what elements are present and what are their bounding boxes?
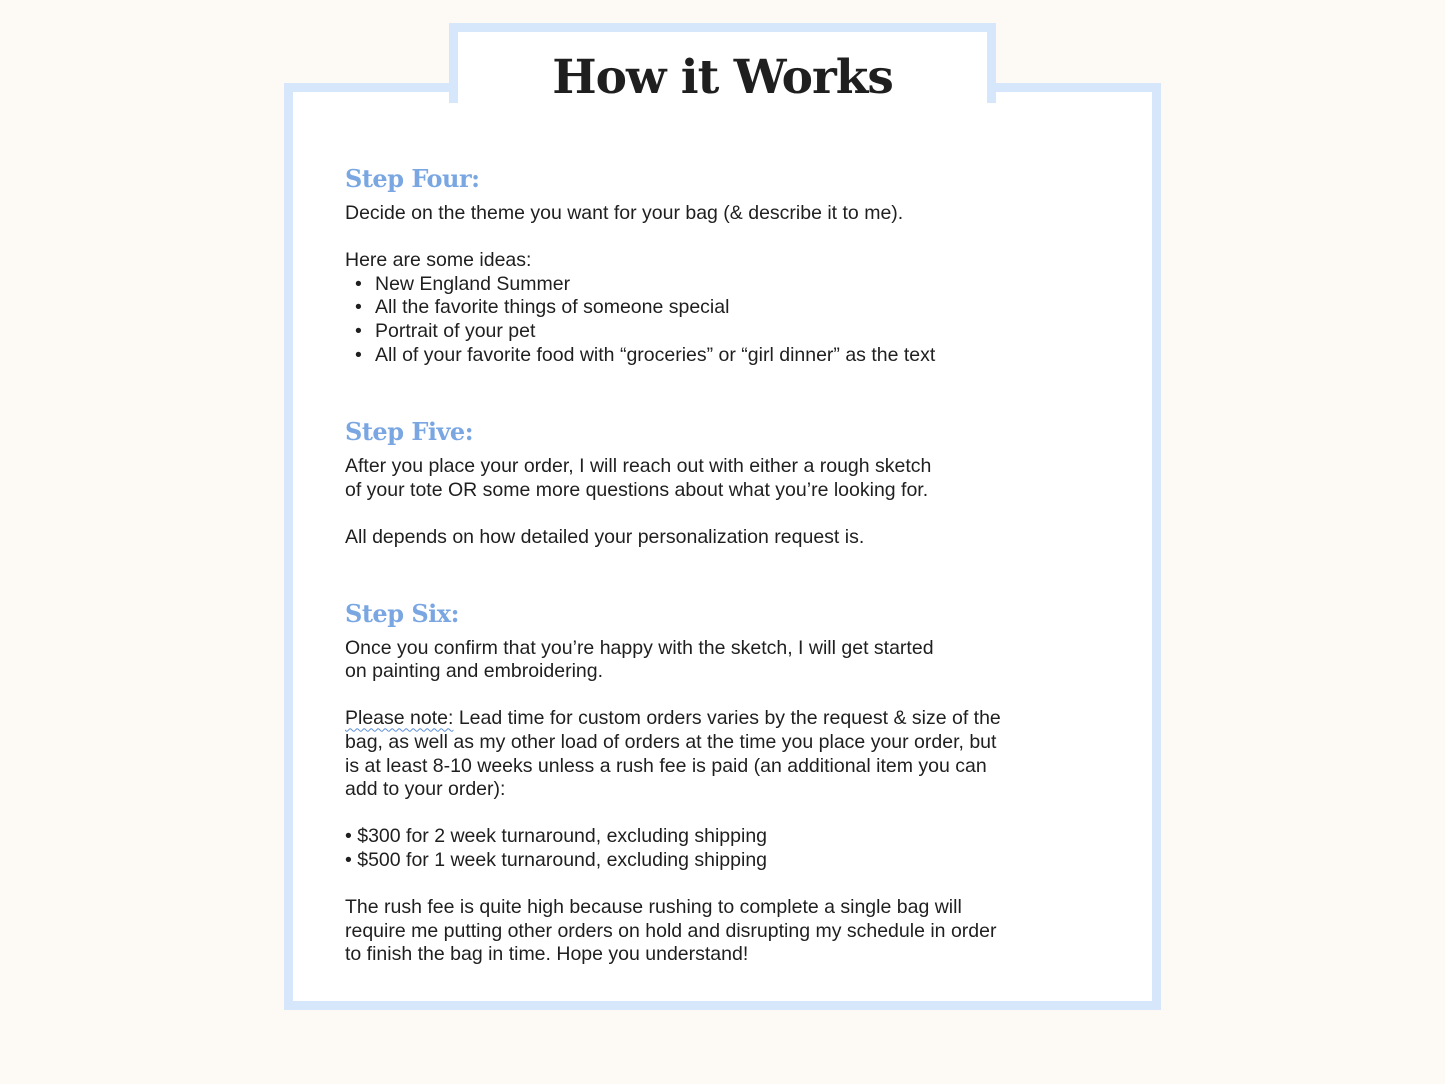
list-item: • $300 for 2 week turnaround, excluding shipping (345, 825, 768, 848)
list-item: • New England Summer (355, 272, 571, 295)
closing-text: The rush fee is quite high because rushing to complete a single bag will require me putting other orders on hold and disrupting my schedule in order to finish the bag in time. Hope you understand! (345, 896, 997, 966)
ideas-label: Here are some ideas: (345, 249, 532, 272)
page-title: How it Works (552, 50, 893, 105)
step-six (345, 597, 1115, 967)
step-heading: Step Six: (345, 598, 459, 628)
step-heading: Step Four: (345, 164, 480, 193)
please-note-label: Please note: (345, 707, 454, 730)
step-intro: Decide on the theme you want for your bag (& describe it to me). (345, 202, 904, 224)
step-body: Once you confirm that you’re happy with the sketch, I will get started on painting and embroidering. (345, 636, 934, 683)
steps-content (345, 162, 1115, 967)
please-note-text: Lead time for custom orders varies by the request & size of the bag, as well as my other load of orders at the time you place your order, but is at least 8-10 weeks unless a rush fee is paid (an additional item you can add to your order): (345, 707, 1001, 801)
step-note: All depends on how detailed your personalization request is. (345, 525, 865, 548)
step-body: After you place your order, I will reach out with either a rough sketch of your tote OR some more questions about what you’re looking for. (345, 455, 932, 501)
step-five (345, 415, 1115, 549)
lead-time-note (345, 707, 1115, 801)
list-item: • $500 for 1 week turnaround, excluding shipping (345, 848, 768, 871)
ideas-list (345, 273, 1115, 367)
list-item: • All of your favorite food with “groceries” or “girl dinner” as the text (355, 343, 936, 366)
list-item: • Portrait of your pet (355, 319, 536, 342)
rush-options-list (345, 825, 1115, 872)
step-heading: Step Five: (345, 417, 474, 447)
list-item: • All the favorite things of someone special (355, 296, 730, 319)
step-four (345, 162, 1115, 367)
